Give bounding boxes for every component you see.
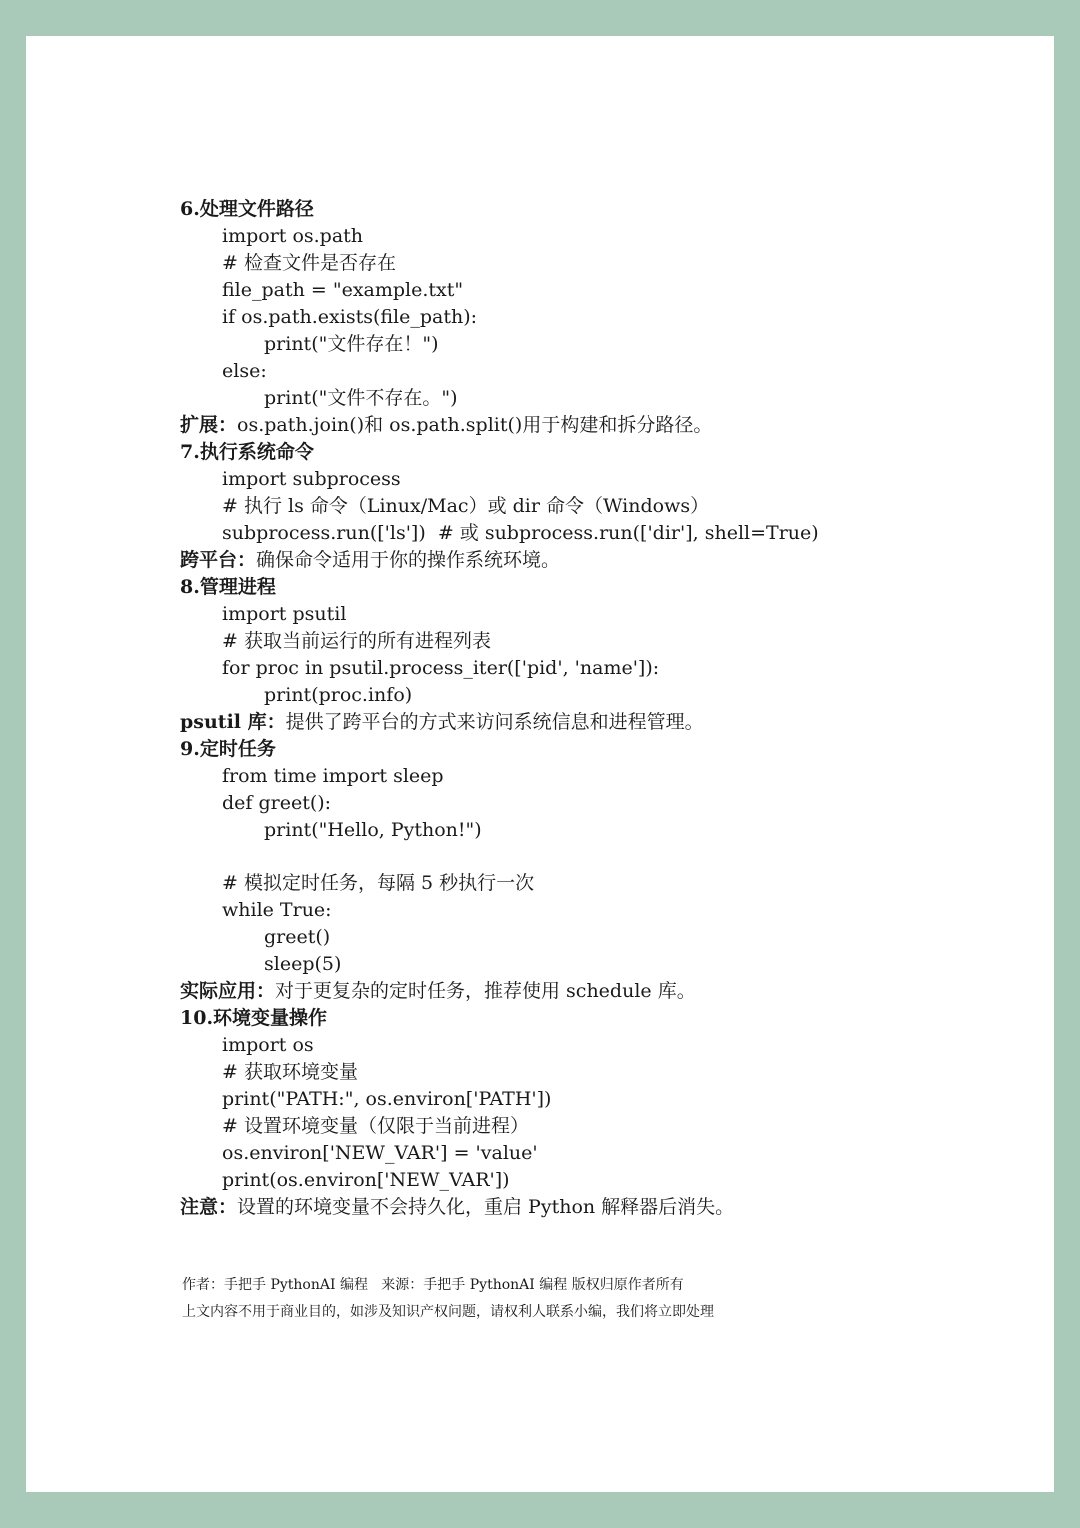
section-note xyxy=(180,978,1030,1005)
code-line: file_path = "example.txt" xyxy=(222,279,464,301)
section xyxy=(180,574,1030,736)
section-note xyxy=(180,412,1030,439)
code-line: from time import sleep xyxy=(222,765,444,787)
code-blank-line xyxy=(180,844,1030,870)
note-text: 设置的环境变量不会持久化，重启 Python 解释器后消失。 xyxy=(237,1196,735,1218)
note-text: 提供了跨平台的方式来访问系统信息和进程管理。 xyxy=(285,711,704,733)
code-line: sleep(5) xyxy=(264,953,342,975)
code-line: print(proc.info) xyxy=(264,684,413,706)
note-label: 注意： xyxy=(180,1196,238,1218)
section-note xyxy=(180,709,1030,736)
note-label: psutil 库： xyxy=(180,711,286,733)
code-line: print("Hello, Python!") xyxy=(264,819,482,841)
section xyxy=(180,196,1030,439)
section xyxy=(180,439,1030,574)
code-line: print("文件不存在。") xyxy=(264,387,458,409)
code-line: while True: xyxy=(222,899,332,921)
code-line: if os.path.exists(file_path): xyxy=(222,306,478,328)
note-text: 确保命令适用于你的操作系统环境。 xyxy=(256,549,561,571)
footer-disclaimer-line: 上文内容不用于商业目的，如涉及知识产权问题，请权利人联系小编，我们将立即处理 xyxy=(182,1304,714,1320)
section-note xyxy=(180,1194,1030,1221)
code-line: def greet(): xyxy=(222,792,332,814)
code-line: import os xyxy=(222,1034,314,1056)
note-label: 实际应用： xyxy=(180,980,276,1002)
section-note xyxy=(180,547,1030,574)
code-line: import os.path xyxy=(222,225,364,247)
note-label: 跨平台： xyxy=(180,549,257,571)
code-line: else: xyxy=(222,360,267,382)
code-line: # 执行 ls 命令（Linux/Mac）或 dir 命令（Windows） xyxy=(222,495,710,517)
note-text: 对于更复杂的定时任务，推荐使用 schedule 库。 xyxy=(275,980,696,1002)
section-heading: 9.定时任务 xyxy=(180,738,276,760)
code-line: subprocess.run(['ls']) # 或 subprocess.run(['dir'], shell=True) xyxy=(222,522,819,544)
footer-author-line: 作者：手把手 PythonAI 编程 来源：手把手 PythonAI 编程 版权归原作者所有 xyxy=(182,1277,684,1293)
code-line: import subprocess xyxy=(222,468,401,490)
section-heading: 6.处理文件路径 xyxy=(180,198,314,220)
code-line: print(os.environ['NEW_VAR']) xyxy=(222,1169,510,1191)
document-page xyxy=(26,36,1054,1492)
code-line: # 检查文件是否存在 xyxy=(222,252,396,274)
document-content xyxy=(180,196,1030,1221)
section-heading: 8.管理进程 xyxy=(180,576,276,598)
code-line: import psutil xyxy=(222,603,347,625)
code-line: for proc in psutil.process_iter(['pid', 'name']): xyxy=(222,657,660,679)
section-heading: 10.环境变量操作 xyxy=(180,1007,328,1029)
note-label: 扩展： xyxy=(180,414,238,436)
section-heading: 7.执行系统命令 xyxy=(180,441,314,463)
code-line: os.environ['NEW_VAR'] = 'value' xyxy=(222,1142,538,1164)
code-line: greet() xyxy=(264,926,331,948)
code-line: # 获取当前运行的所有进程列表 xyxy=(222,630,491,652)
section xyxy=(180,736,1030,1005)
code-line: # 获取环境变量 xyxy=(222,1061,358,1083)
code-line: print("文件存在！") xyxy=(264,333,439,355)
code-line: # 模拟定时任务，每隔 5 秒执行一次 xyxy=(222,872,535,894)
footer xyxy=(182,1272,1002,1326)
code-line: print("PATH:", os.environ['PATH']) xyxy=(222,1088,552,1110)
section xyxy=(180,1005,1030,1221)
note-text: os.path.join()和 os.path.split()用于构建和拆分路径。 xyxy=(237,414,713,436)
code-line: # 设置环境变量（仅限于当前进程） xyxy=(222,1115,529,1137)
